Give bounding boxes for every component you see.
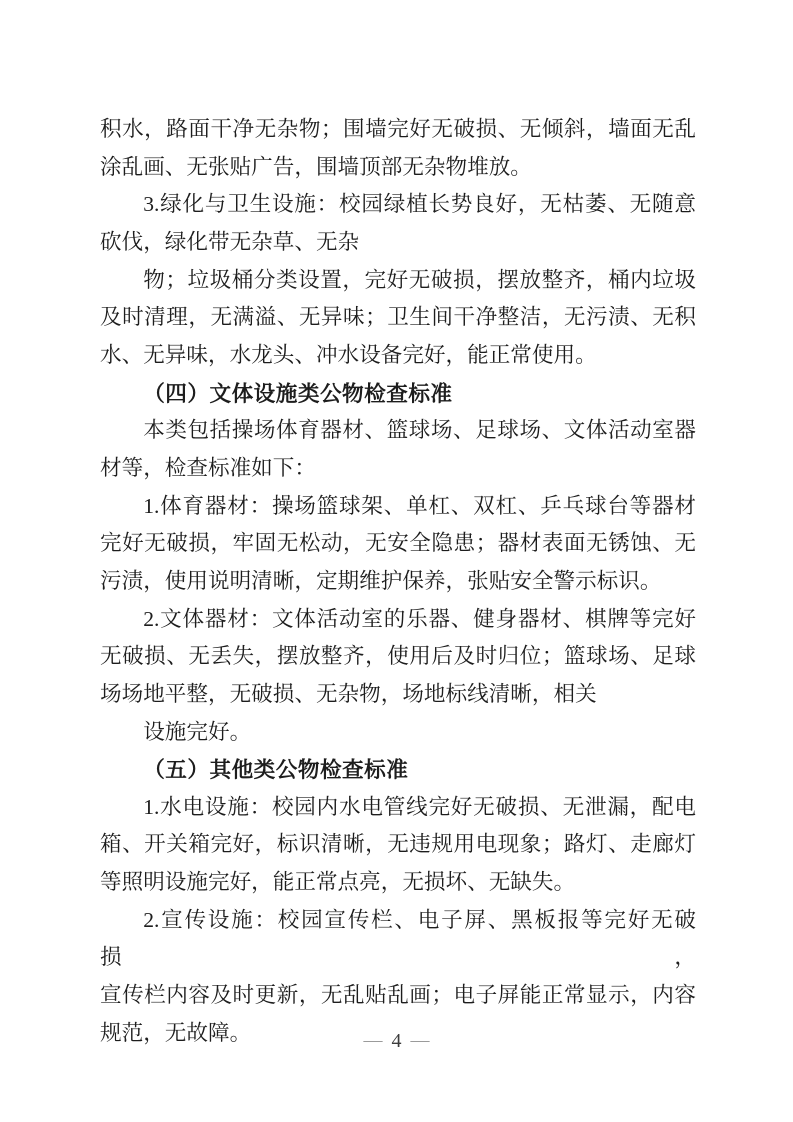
text-line: 砍伐，绿化带无杂草、无杂 <box>100 229 360 254</box>
text-line: 1.体育器材：操场篮球架、单杠、双杠、乒乓球台等器材 <box>143 493 696 518</box>
text-line: 场场地平整，无破损、无杂物，场地标线清晰，相关 <box>100 681 597 706</box>
text-line: 箱、开关箱完好，标识清晰，无违规用电现象；路灯、走廊灯 <box>100 832 696 857</box>
document-body <box>100 111 696 1052</box>
text-line: 无破损、无丢失，摆放整齐，使用后及时归位；篮球场、足球 <box>100 644 696 669</box>
text-line: 3.绿化与卫生设施：校园绿植长势良好，无枯萎、无随意 <box>143 192 696 217</box>
text-line: 2.文体器材：文体活动室的乐器、健身器材、棋牌等完好 <box>143 606 696 631</box>
text-line: 1.水电设施：校园内水电管线完好无破损、无泄漏，配电 <box>143 794 696 819</box>
text-line: 物；垃圾桶分类设置，完好无破损，摆放整齐，桶内垃圾 <box>143 267 696 292</box>
text-line: 本类包括操场体育器材、篮球场、足球场、文体活动室器 <box>143 418 696 443</box>
text-line: 及时清理，无满溢、无异味；卫生间干净整洁，无污渍、无积 <box>100 305 696 330</box>
text-line: 材等，检查标准如下： <box>100 455 316 480</box>
page-footer <box>0 1029 793 1053</box>
section-heading: （四）文体设施类公物检查标准 <box>143 380 453 406</box>
text-line: 污渍，使用说明清晰，定期维护保养，张贴安全警示标识。 <box>100 568 662 593</box>
text-line: 规范，无故障。 <box>100 1020 252 1045</box>
text-line: 2.宣传设施：校园宣传栏、电子屏、黑板报等完好无破损， <box>100 907 696 970</box>
section-heading: （五）其他类公物检查标准 <box>143 757 409 783</box>
text-line: 涂乱画、无张贴广告，围墙顶部无杂物堆放。 <box>100 154 532 179</box>
text-line: 宣传栏内容及时更新，无乱贴乱画；电子屏能正常显示，内容 <box>100 983 696 1008</box>
page-number-dash-right: — <box>410 1030 430 1051</box>
text-line: 积水，路面干净无杂物；围墙完好无破损、无倾斜，墙面无乱 <box>100 117 696 141</box>
page-number-value: 4 <box>391 1030 402 1052</box>
text-line: 设施完好。 <box>143 719 252 744</box>
text-line: 等照明设施完好，能正常点亮，无损坏、无缺失。 <box>100 870 576 895</box>
text-line: 水、无异味，水龙头、冲水设备完好，能正常使用。 <box>100 342 597 367</box>
text-line: 完好无破损，牢固无松动，无安全隐患；器材表面无锈蚀、无 <box>100 531 696 556</box>
page-number-dash-left: — <box>363 1030 383 1051</box>
